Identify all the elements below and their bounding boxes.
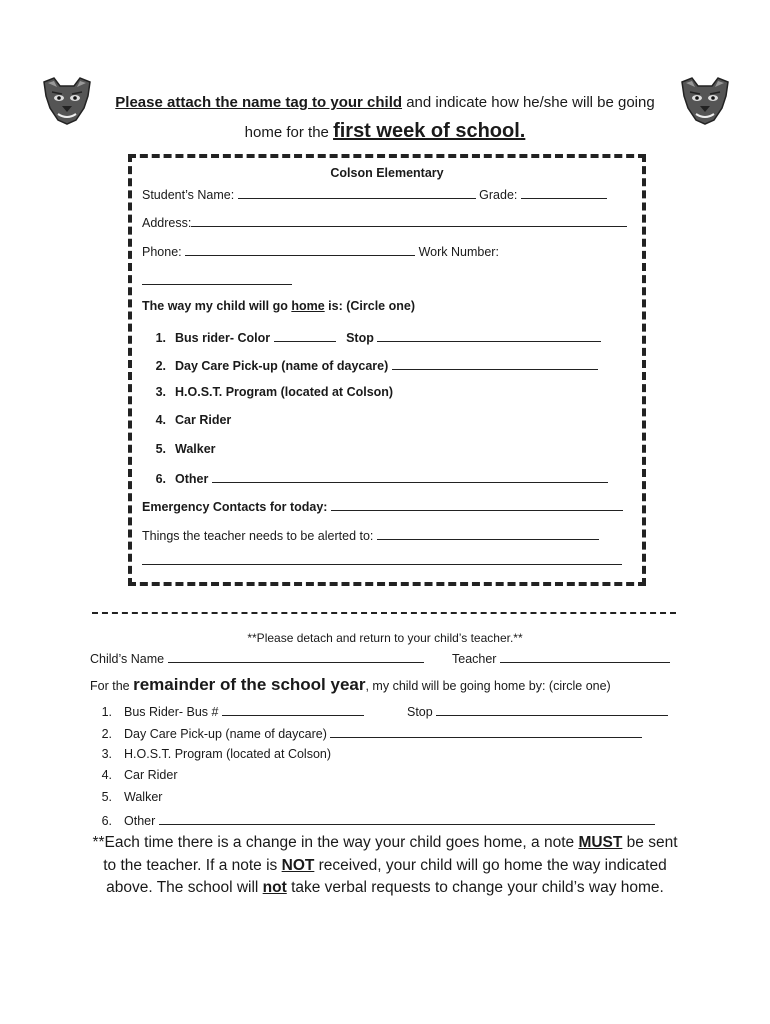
stop-field[interactable] [377,329,601,342]
student-name-row [142,186,607,202]
intro-line-2 [0,120,770,143]
option-number: 2. [155,359,166,373]
option-label: H.O.S.T. Program (located at Colson) [124,747,332,761]
childs-name-label: Child’s Name [90,652,165,666]
bottom-stop-field[interactable] [436,703,668,716]
option-number: 3. [155,385,166,399]
option-number: 4. [101,768,112,782]
intro-line-1-rest: and indicate how he/she will be going [402,94,655,111]
intro-attach-instruction: Please attach the name tag to your child [115,94,403,111]
notice-text-3: received, your child will go home the way indicated above. The school will [106,856,667,896]
work-number-label: Work Number: [418,245,499,259]
phone-row [142,243,499,259]
emergency-contacts-label: Emergency Contacts for today: [142,500,328,514]
daycare-field[interactable] [392,357,598,370]
card-option-6[interactable] [142,470,608,486]
notice-not-1: NOT [281,856,315,874]
way-home-prefix: The way my child will go [142,299,292,313]
remainder-suffix: , my child will be going home by: (circle one) [365,679,611,693]
school-name: Colson Elementary [330,166,444,180]
emergency-contacts-row [142,498,623,514]
card-option-5[interactable] [142,442,216,456]
intro-line-1 [0,94,770,111]
notice-must: MUST [578,834,623,851]
address-label: Address: [142,216,192,230]
option-number: 6. [155,472,166,486]
intro-first-week: first week of school. [333,120,526,142]
option-label: Other [175,472,209,486]
teacher-alert-field-2[interactable] [142,552,622,565]
teacher-alert-row [142,527,599,543]
card-option-2[interactable] [142,357,598,373]
teacher-row [452,650,670,666]
option-number: 3. [101,747,112,761]
emergency-contacts-field[interactable] [331,498,623,511]
option-number: 5. [155,442,166,456]
childs-name-row [90,650,424,666]
bus-number-field[interactable] [222,703,364,716]
address-row [142,214,627,230]
way-home-heading [142,299,415,313]
remainder-heading [90,675,611,695]
option-number: 2. [101,727,112,741]
teacher-label: Teacher [452,652,497,666]
remainder-prefix: For the [90,679,134,693]
bottom-option-2[interactable] [88,725,642,741]
bottom-option-3[interactable] [88,747,331,761]
option-number: 5. [101,790,112,804]
bottom-other-field[interactable] [159,812,655,825]
student-name-label: Student’s Name: [142,188,235,202]
work-number-field[interactable] [142,272,292,285]
bus-color-field[interactable] [274,329,336,342]
option-label: Bus rider- Color [175,331,271,345]
childs-name-field[interactable] [168,650,424,663]
teacher-field[interactable] [500,650,670,663]
option-label: H.O.S.T. Program (located at Colson) [175,385,394,399]
teacher-alert-field[interactable] [377,527,599,540]
teacher-alert-label: Things the teacher needs to be alerted to: [142,529,374,543]
option-label: Walker [124,790,163,804]
other-field[interactable] [212,470,608,483]
way-home-word: home [291,299,325,313]
stop-label: Stop [407,705,433,719]
option-label: Other [124,814,156,828]
address-field[interactable] [191,214,627,227]
option-number: 1. [101,705,112,719]
detach-line [92,612,676,614]
card-option-3[interactable] [142,385,393,399]
option-label: Car Rider [175,413,232,427]
bottom-option-1[interactable] [88,703,364,719]
option-number: 4. [155,413,166,427]
card-option-1[interactable] [142,329,601,345]
name-tag-card [128,154,646,586]
bottom-stop-row [407,703,668,719]
way-home-suffix: is: (Circle one) [324,299,415,313]
change-notice [90,832,680,900]
intro-line-2-prefix: home for the [244,124,334,141]
notice-text-1: **Each time there is a change in the way your child goes home, a note [92,834,579,851]
detach-note: **Please detach and return to your child’s teacher.** [247,631,523,645]
bottom-daycare-field[interactable] [330,725,642,738]
bottom-option-5[interactable] [88,790,162,804]
notice-text-2: be sent to the teacher. If a note is [103,834,678,874]
bottom-option-6[interactable] [88,812,655,828]
grade-field[interactable] [521,186,607,199]
grade-label: Grade: [479,188,518,202]
option-label: Day Care Pick-up (name of daycare) [175,359,389,373]
option-label: Walker [175,442,216,456]
option-number: 1. [155,331,166,345]
bottom-option-4[interactable] [88,768,178,782]
phone-label: Phone: [142,245,182,259]
work-number-row [142,272,292,288]
student-name-field[interactable] [238,186,476,199]
card-option-4[interactable] [142,413,231,427]
notice-not-2: not [262,879,287,896]
option-label: Day Care Pick-up (name of daycare) [124,727,327,741]
option-label: Car Rider [124,768,178,782]
phone-field[interactable] [185,243,415,256]
option-number: 6. [101,814,112,828]
notice-text-4: take verbal requests to change your child’s way home. [286,879,664,896]
teacher-alert-row-2 [142,552,622,568]
stop-label: Stop [346,331,374,345]
remainder-of-school-year: remainder of the school year [133,675,366,694]
option-label: Bus Rider- Bus # [124,705,219,719]
